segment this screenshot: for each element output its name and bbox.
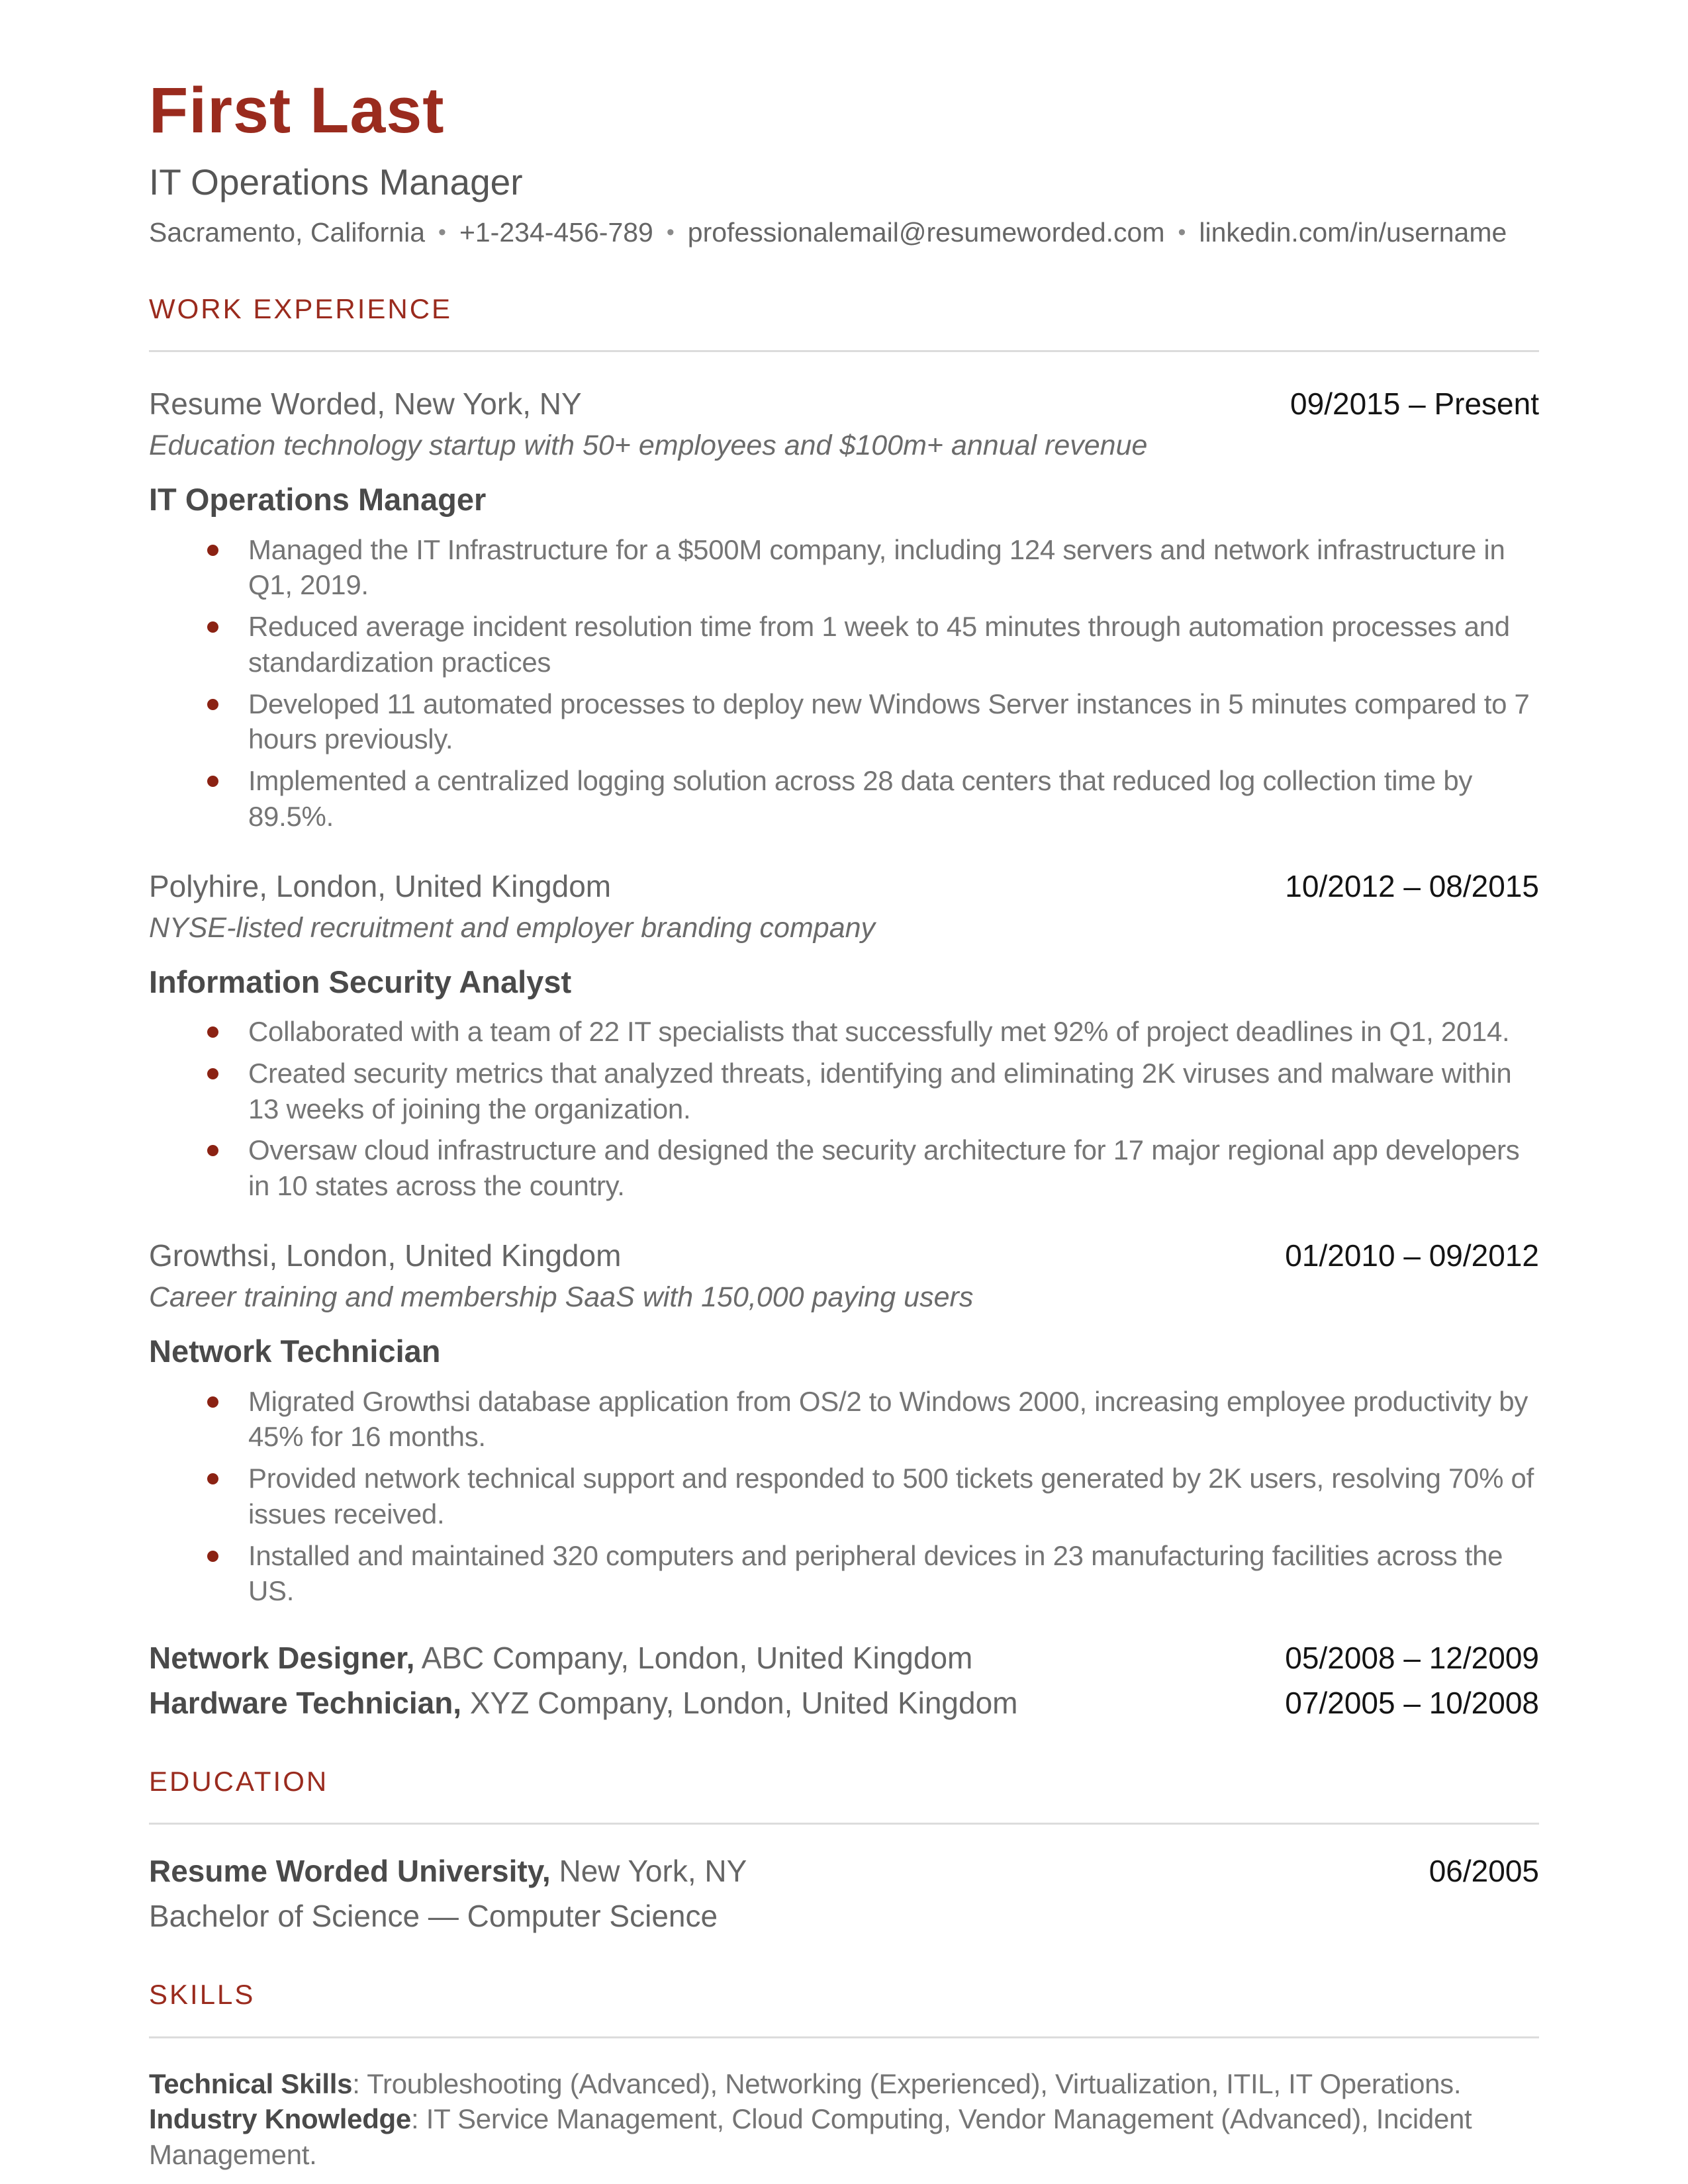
bullet-item xyxy=(149,763,1539,835)
skill-line-industry xyxy=(149,2101,1539,2173)
skill-category-items: : IT Service Management, Cloud Computing, Vendor Management (Advanced), Incident Management. xyxy=(149,2103,1472,2171)
bullet-dot-icon xyxy=(207,1551,218,1562)
resume-header xyxy=(149,74,1539,250)
bullet-item xyxy=(149,609,1539,680)
bullet-text: Managed the IT Infrastructure for a $500M company, including 124 servers and network infrastructure in Q1, 2019. xyxy=(248,533,1505,601)
education-school: Resume Worded University, xyxy=(149,1854,551,1889)
education-header-row xyxy=(149,1852,1539,1891)
job-role-title: Information Security Analyst xyxy=(149,964,572,999)
contact-phone: +1-234-456-789 xyxy=(459,217,653,248)
job-company-description: Education technology startup with 50+ employees and $100m+ annual revenue xyxy=(149,430,1148,462)
bullet-item xyxy=(149,1014,1539,1050)
earlier-roles xyxy=(149,1639,1539,1722)
education-dates: 06/2005 xyxy=(1429,1854,1539,1889)
bullet-text: Reduced average incident resolution time from 1 week to 45 minutes through automation processes and standardization practices xyxy=(248,611,1510,678)
compact-role-line xyxy=(149,1639,972,1678)
contact-email: professionalemail@resumeworded.com xyxy=(687,217,1165,248)
education-school-line xyxy=(149,1852,747,1891)
section-divider xyxy=(149,2036,1539,2038)
job-entry-growthsi xyxy=(149,1237,1539,1609)
bullet-dot-icon xyxy=(207,1068,218,1079)
job-entry-polyhire xyxy=(149,868,1539,1204)
bullet-item xyxy=(149,1056,1539,1127)
bullet-dot-icon xyxy=(207,621,218,633)
contact-separator: • xyxy=(666,220,675,246)
contact-line xyxy=(149,216,1539,249)
job-dates: 01/2010 – 09/2012 xyxy=(1285,1238,1539,1273)
contact-separator: • xyxy=(438,220,446,246)
education-degree: Bachelor of Science — Computer Science xyxy=(149,1898,718,1933)
bullet-dot-icon xyxy=(207,1026,218,1038)
compact-role-company: ABC Company, London, United Kingdom xyxy=(414,1641,973,1676)
bullet-text: Oversaw cloud infrastructure and designed the security architecture for 17 major regional app developers in 10 states across the country. xyxy=(248,1134,1520,1202)
bullet-item xyxy=(149,532,1539,604)
job-entry-resume-worded xyxy=(149,385,1539,835)
job-company-description: Career training and membership SaaS with 150,000 paying users xyxy=(149,1281,974,1314)
skill-line-technical xyxy=(149,2066,1539,2102)
education-heading: EDUCATION xyxy=(149,1766,329,1797)
job-header-row xyxy=(149,868,1539,906)
job-bullet-list xyxy=(149,1014,1539,1204)
job-bullet-list xyxy=(149,532,1539,835)
bullet-text: Developed 11 automated processes to deploy new Windows Server instances in 5 minutes compared to 7 hours previously. xyxy=(248,688,1530,755)
job-company: Resume Worded, New York, NY xyxy=(149,386,582,421)
skill-category-label: Technical Skills xyxy=(149,2068,353,2099)
skills-heading: SKILLS xyxy=(149,1979,256,2011)
bullet-text: Implemented a centralized logging solution across 28 data centers that reduced log collection time by 89.5%. xyxy=(248,765,1473,832)
bullet-dot-icon xyxy=(207,545,218,556)
compact-role-title: Hardware Technician, xyxy=(149,1685,462,1720)
job-header-row xyxy=(149,1237,1539,1275)
compact-role-row xyxy=(149,1639,1539,1678)
section-education xyxy=(149,1766,1539,1935)
job-header-row xyxy=(149,385,1539,424)
skill-category-label: Industry Knowledge xyxy=(149,2103,411,2135)
section-work-experience xyxy=(149,293,1539,1722)
bullet-item xyxy=(149,1384,1539,1455)
bullet-dot-icon xyxy=(207,776,218,787)
job-role-title: Network Technician xyxy=(149,1334,441,1369)
skills-list xyxy=(149,2066,1539,2173)
contact-separator: • xyxy=(1178,220,1186,246)
contact-location: Sacramento, California xyxy=(149,217,426,248)
job-bullet-list xyxy=(149,1384,1539,1610)
contact-linkedin: linkedin.com/in/username xyxy=(1199,217,1507,248)
job-company: Polyhire, London, United Kingdom xyxy=(149,868,612,903)
section-divider xyxy=(149,350,1539,352)
job-role-title: IT Operations Manager xyxy=(149,482,487,518)
job-company: Growthsi, London, United Kingdom xyxy=(149,1238,622,1273)
bullet-text: Collaborated with a team of 22 IT specialists that successfully met 92% of project deadlines in Q1, 2014. xyxy=(248,1016,1510,1048)
job-dates: 10/2012 – 08/2015 xyxy=(1285,868,1539,903)
section-skills xyxy=(149,1979,1539,2173)
bullet-item xyxy=(149,1461,1539,1532)
compact-role-company: XYZ Company, London, United Kingdom xyxy=(461,1685,1018,1720)
candidate-job-title: IT Operations Manager xyxy=(149,161,523,203)
skill-category-items: : Troubleshooting (Advanced), Networking (Experienced), Virtualization, ITIL, IT Operations. xyxy=(352,2068,1462,2099)
bullet-dot-icon xyxy=(207,1396,218,1408)
section-divider xyxy=(149,1823,1539,1825)
job-dates: 09/2015 – Present xyxy=(1290,386,1539,421)
bullet-item xyxy=(149,1538,1539,1610)
bullet-text: Installed and maintained 320 computers and peripheral devices in 23 manufacturing facilities across the US. xyxy=(248,1539,1503,1607)
compact-role-line xyxy=(149,1684,1018,1723)
bullet-text: Migrated Growthsi database application from OS/2 to Windows 2000, increasing employee productivity by 45% for 16 months. xyxy=(248,1385,1528,1453)
bullet-dot-icon xyxy=(207,1145,218,1156)
bullet-text: Created security metrics that analyzed threats, identifying and eliminating 2K viruses and malware within 13 weeks of joining the organization. xyxy=(248,1057,1512,1124)
bullet-text: Provided network technical support and responded to 500 tickets generated by 2K users, resolving 70% of issues received. xyxy=(248,1463,1534,1529)
candidate-name: First Last xyxy=(149,74,445,146)
education-entry xyxy=(149,1852,1539,1935)
education-school-location: New York, NY xyxy=(550,1854,747,1889)
bullet-item xyxy=(149,1132,1539,1204)
bullet-dot-icon xyxy=(207,699,218,710)
bullet-dot-icon xyxy=(207,1473,218,1484)
bullet-item xyxy=(149,686,1539,758)
compact-role-row xyxy=(149,1684,1539,1723)
compact-role-title: Network Designer, xyxy=(149,1641,415,1676)
job-company-description: NYSE-listed recruitment and employer branding company xyxy=(149,912,876,944)
compact-role-dates: 05/2008 – 12/2009 xyxy=(1285,1641,1539,1676)
work-experience-heading: WORK EXPERIENCE xyxy=(149,293,453,324)
compact-role-dates: 07/2005 – 10/2008 xyxy=(1285,1685,1539,1720)
